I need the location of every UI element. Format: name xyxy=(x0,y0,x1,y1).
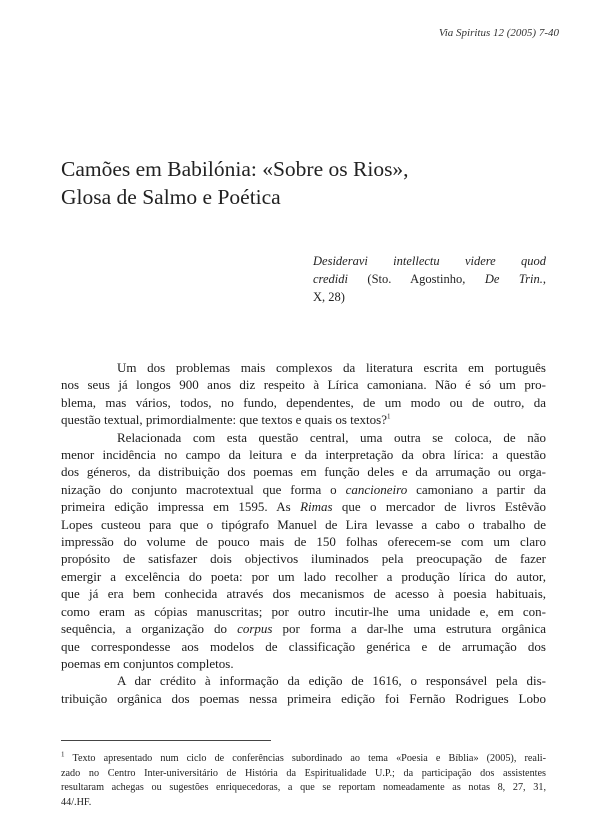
body-line-text: questão textual, primordialmente: que textos e quais os textos? xyxy=(61,412,388,428)
body-line-text: camoniano a partir da xyxy=(407,481,546,497)
body-line: como eram as cópias manuscritas; por outro incutir-lhe uma unidade e, em con- xyxy=(61,603,546,619)
body-line: impressão do volume de pouco mais de 150 folhas oferecem-se com um claro xyxy=(61,534,546,550)
epigraph xyxy=(313,252,546,306)
body-line-text: primeira edição impressa em 1595. As xyxy=(61,499,301,515)
body-line: emergir a excelência do poeta: por um lado recolher a produção lírica do autor, xyxy=(61,568,546,584)
epigraph-latin: Desideravi intellectu videre quod xyxy=(313,254,546,268)
footnote xyxy=(61,752,546,810)
footnote-line: 44/.HF. xyxy=(61,796,92,808)
body-line: poemas em conjuntos completos. xyxy=(61,655,234,671)
body-line: Lopes custeou para que o tipógrafo Manuel de Lira levasse a cabo o trabalho de xyxy=(61,516,546,532)
body-line: Um dos problemas mais complexos da literatura escrita em português xyxy=(117,360,546,375)
body-line: A dar crédito à informação da edição de 1616, o responsável pela dis- xyxy=(117,673,546,689)
title-line-1: Camões em Babilónia: «Sobre os Rios», xyxy=(61,157,409,181)
epigraph-line-1 xyxy=(313,252,546,270)
body-line: dos géneros, da distribuição dos poemas em função deles e da arrumação ou orga- xyxy=(61,464,546,480)
body-line: Relacionada com esta questão central, uma outra se coloca, de não xyxy=(117,429,546,445)
body-line xyxy=(61,620,546,637)
body-line-text: nização do conjunto macrotextual que forma o xyxy=(61,481,346,497)
epigraph-line-3: X, 28) xyxy=(313,290,345,304)
body-line xyxy=(61,498,546,515)
footnote-line: zado no Centro Inter-universitário de História da Espiritualidade U.P.; da participação dos assistentes xyxy=(61,767,546,779)
footnote-line: resultaram achegas ou sugestões enriquecedoras, a que se reportam nomeadamente as notas 8, 27, 31, xyxy=(61,782,546,793)
footnote-line xyxy=(61,752,546,767)
body-line: blema, mas vários, todos, no fundo, dependentes, de um modo ou de outro, da xyxy=(61,394,546,410)
body-line-text: que o mercador de livros Estêvão xyxy=(332,499,547,515)
emphasis: cancioneiro xyxy=(345,481,408,497)
title-line-2: Glosa de Salmo e Poética xyxy=(61,185,281,209)
body-line xyxy=(61,481,546,498)
body-line xyxy=(61,411,546,428)
emphasis: Rimas xyxy=(300,499,333,515)
footnote-separator xyxy=(61,740,271,741)
footnote-line-text: Texto apresentado num ciclo de conferências subordinado ao tema «Poesia e Bíblia» (2005), reali- xyxy=(64,753,546,764)
body-line: nos seus já longos 900 anos diz respeito à Lírica camoniana. Não é só um pro- xyxy=(61,377,546,393)
body-line: menor incidência no campo da leitura e da interpretação da obra lírica: a questão xyxy=(61,447,546,463)
epigraph-line-2 xyxy=(313,270,546,288)
article-title xyxy=(61,155,561,211)
body-line-text: por forma a dar-lhe uma estrutura orgânica xyxy=(272,621,546,637)
body-line-text: sequência, a organização do xyxy=(61,621,238,637)
body-line: tribuição orgânica dos poemas nessa primeira edição foi Fernão Rodrigues Lobo xyxy=(61,690,546,706)
body-line: que já era bem conhecida através dos mecanismos de acesso à poesia habituais, xyxy=(61,586,546,602)
running-head: Via Spiritus 12 (2005) 7-40 xyxy=(438,27,559,39)
epigraph-comma-2: , xyxy=(542,272,546,286)
body-text xyxy=(61,359,546,707)
emphasis: corpus xyxy=(237,621,273,637)
epigraph-author: (Sto. Agostinho xyxy=(347,272,463,286)
footnote-number: 1 xyxy=(61,750,65,759)
body-line: que correspondesse aos modelos de classificação genérica e de arrumação dos xyxy=(61,638,546,654)
epigraph-comma: , xyxy=(462,272,466,286)
body-line: propósito de satisfazer dois objectivos iluminados pela preocupação de fazer xyxy=(61,551,546,567)
footnote-ref[interactable]: 1 xyxy=(387,412,391,421)
epigraph-latin-end: credidi xyxy=(313,272,348,286)
epigraph-work: De Trin. xyxy=(465,272,543,286)
